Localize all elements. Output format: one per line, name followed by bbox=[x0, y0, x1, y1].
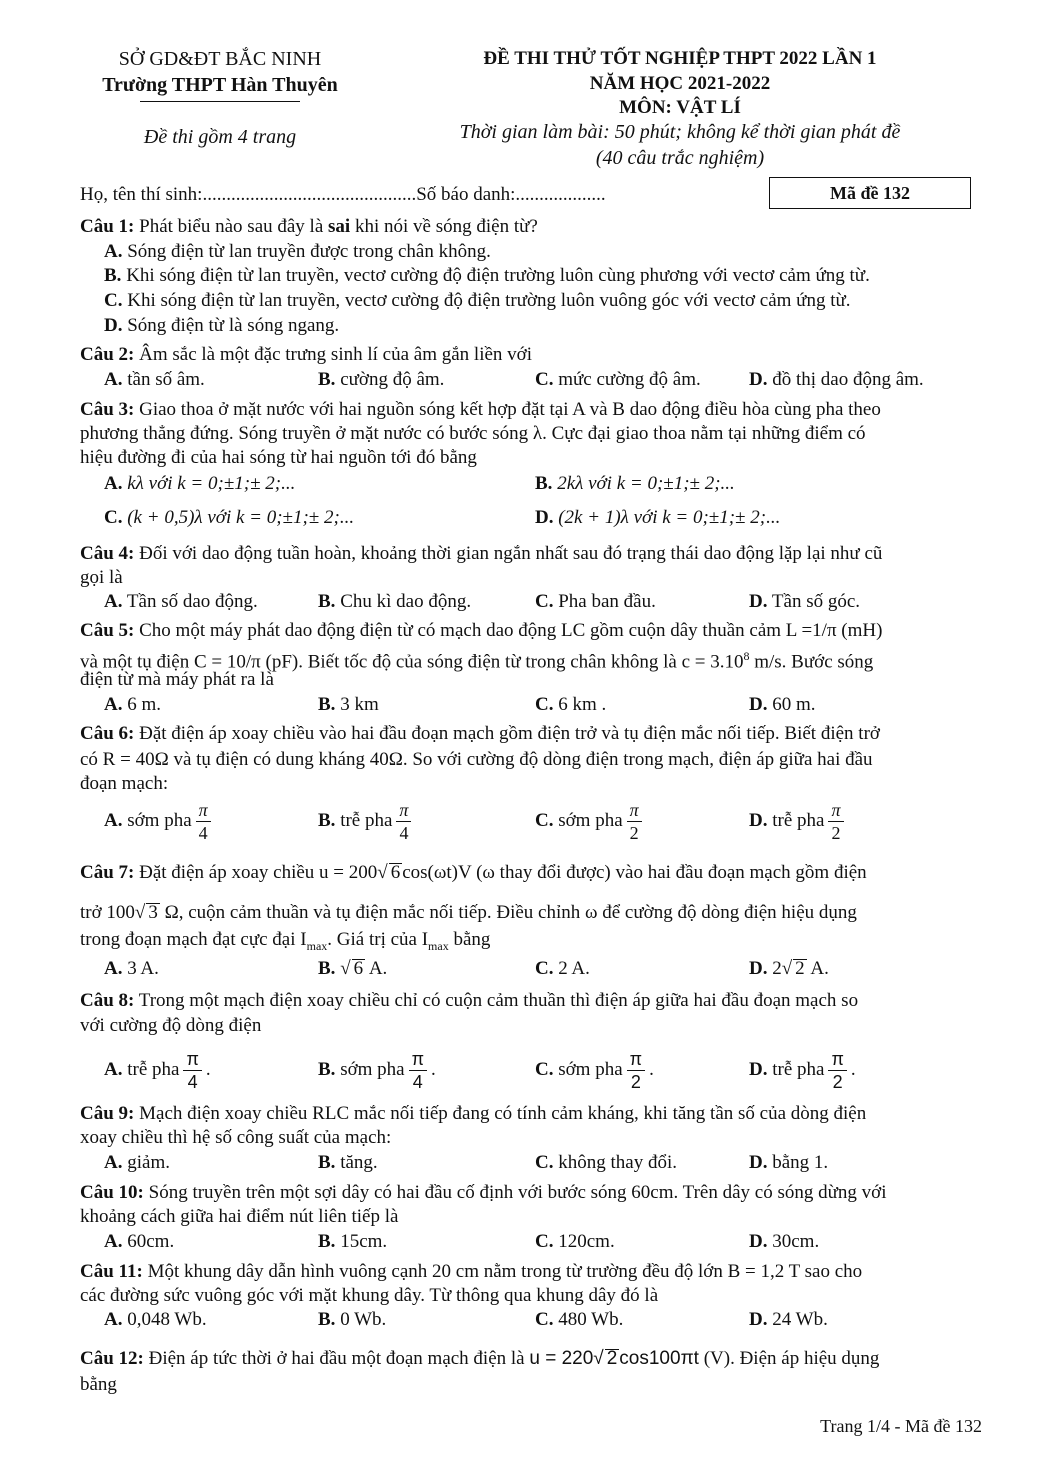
question-3-option-a[interactable]: A. kλ với k = 0;±1;± 2;... bbox=[104, 473, 296, 494]
question-11-stem-line-1: Câu 11: Một khung dây dẫn hình vuông cạnh 20 cm nằm trong từ trường đều độ lớn B = 1,2 T sao cho bbox=[80, 1261, 863, 1282]
question-3-stem-line-2: phương thẳng đứng. Sóng truyền ở mặt nước có bước sóng λ. Cực đại giao thoa nằm tại những điểm có bbox=[80, 423, 866, 444]
question-3-option-c[interactable]: C. (k + 0,5)λ với k = 0;±1;± 2;... bbox=[104, 507, 355, 528]
question-2-option-b[interactable]: B. cường độ âm. bbox=[318, 369, 445, 390]
time-note: Thời gian làm bài: 50 phút; không kể thời gian phát đề bbox=[459, 121, 901, 143]
question-8-option-a[interactable]: A. trễ pha $\frac{\pi}{4}$ . bbox=[104, 1049, 211, 1092]
page-footer: Trang 1/4 - Mã đề 132 bbox=[820, 1416, 982, 1436]
question-5-stem-line-2: và một tụ điện C = 10/π (pF). Biết tốc độ của sóng điện từ trong chân không là $c = 3.10^8$ m/s. Bước sóng bbox=[80, 649, 874, 673]
question-count: (40 câu trắc nghiệm) bbox=[595, 147, 765, 169]
sqrt-symbol: 3 bbox=[148, 902, 158, 923]
question-5-option-a[interactable]: A. 6 m. bbox=[104, 694, 162, 715]
question-6-stem-line-1: Câu 6: Đặt điện áp xoay chiều vào hai đầu đoạn mạch gồm điện trở và tụ điện mắc nối tiếp. Biết điện trở bbox=[80, 723, 880, 744]
question-1-stem: Câu 1: Phát biểu nào sau đây là sai khi nói về sóng điện từ? bbox=[80, 216, 538, 237]
question-4-option-b[interactable]: B. Chu kì dao động. bbox=[318, 591, 472, 612]
fraction: $\frac{\pi}{2}$ bbox=[627, 801, 642, 842]
question-10-stem-line-2: khoảng cách giữa hai điểm nút liên tiếp là bbox=[80, 1206, 399, 1227]
question-7-option-a[interactable]: A. 3 A. bbox=[104, 958, 159, 979]
question-3-stem-line-3: hiệu đường đi của hai sóng từ hai nguồn tới đó bằng bbox=[80, 447, 477, 468]
question-10-option-c[interactable]: C. 120cm. bbox=[535, 1231, 615, 1252]
question-11-option-b[interactable]: B. 0 Wb. bbox=[318, 1309, 387, 1330]
question-8-option-c[interactable]: C. sớm pha $\frac{\pi}{2}$ . bbox=[535, 1049, 654, 1092]
header-divider bbox=[140, 101, 300, 102]
question-2-option-d[interactable]: D. đồ thị dao động âm. bbox=[749, 369, 924, 390]
question-9-option-b[interactable]: B. tăng. bbox=[318, 1152, 378, 1173]
question-8-option-d[interactable]: D. trễ pha $\frac{\pi}{2}$ . bbox=[749, 1049, 856, 1092]
fraction: $\frac{\pi}{4}$ bbox=[196, 801, 211, 842]
question-1-option-a[interactable]: A. Sóng điện từ lan truyền được trong chân không. bbox=[104, 241, 491, 262]
question-7-stem-line-2: trở 100√ 3 Ω, cuộn cảm thuần và tụ điện mắc nối tiếp. Điều chỉnh ω để cường độ dòng điện hiệu dụng bbox=[80, 902, 857, 923]
question-6-option-a[interactable]: A. sớm pha $\frac{\pi}{4}$ bbox=[104, 801, 215, 842]
pages-note: Đề thi gồm 4 trang bbox=[143, 126, 297, 148]
question-12-stem-line-1: Câu 12: Điện áp tức thời ở hai đầu một đoạn mạch điện là u = 220√ 2 cos100πt (V). Điện áp hiệu dụng bbox=[80, 1348, 880, 1369]
question-1-option-d[interactable]: D. Sóng điện từ là sóng ngang. bbox=[104, 315, 340, 336]
question-9-stem-line-1: Câu 9: Mạch điện xoay chiều RLC mắc nối tiếp đang có tính cảm kháng, khi tăng tần số của dòng điện bbox=[80, 1103, 867, 1124]
question-5-stem-line-3: điện từ mà máy phát ra là bbox=[80, 669, 274, 690]
question-2-stem: Câu 2: Âm sắc là một đặc trưng sinh lí của âm gắn liền với bbox=[80, 344, 532, 365]
question-2-option-a[interactable]: A. tần số âm. bbox=[104, 369, 205, 390]
question-4-stem-line-1: Câu 4: Đối với dao động tuần hoàn, khoảng thời gian ngắn nhất sau đó trạng thái dao động lặp lại như cũ bbox=[80, 543, 883, 564]
question-7-option-b[interactable]: B. √ 6 A. bbox=[318, 958, 388, 979]
question-8-stem-line-1: Câu 8: Trong một mạch điện xoay chiều chỉ có cuộn cảm thuần thì điện áp giữa hai đầu đoạn mạch so bbox=[80, 990, 859, 1011]
question-9-option-d[interactable]: D. bằng 1. bbox=[749, 1152, 829, 1173]
question-5-option-c[interactable]: C. 6 km . bbox=[535, 694, 607, 715]
question-12-stem-line-2: bằng bbox=[80, 1374, 117, 1395]
question-11-option-d[interactable]: D. 24 Wb. bbox=[749, 1309, 828, 1330]
candidate-line: Họ, tên thí sinh:.............................................Số báo danh:................... bbox=[80, 184, 606, 205]
question-10-stem-line-1: Câu 10: Sóng truyền trên một sợi dây có hai đầu cố định với bước sóng 60cm. Trên dây có sóng dừng với bbox=[80, 1182, 887, 1203]
question-10-option-d[interactable]: D. 30cm. bbox=[749, 1231, 820, 1252]
question-10-option-a[interactable]: A. 60cm. bbox=[104, 1231, 175, 1252]
question-5-option-b[interactable]: B. 3 km bbox=[318, 694, 379, 715]
question-4-option-a[interactable]: A. Tần số dao động. bbox=[104, 591, 258, 612]
question-5-option-d[interactable]: D. 60 m. bbox=[749, 694, 816, 715]
question-7-option-c[interactable]: C. 2 A. bbox=[535, 958, 590, 979]
question-number: Câu 1: bbox=[80, 216, 135, 237]
sqrt-symbol: 6 bbox=[390, 862, 401, 883]
fraction: $\frac{\pi}{4}$ bbox=[396, 801, 411, 842]
question-4-option-c[interactable]: C. Pha ban đầu. bbox=[535, 591, 656, 612]
question-4-stem-line-2: gọi là bbox=[80, 567, 123, 588]
question-10-option-b[interactable]: B. 15cm. bbox=[318, 1231, 388, 1252]
question-6-stem-line-3: đoạn mạch: bbox=[80, 773, 169, 794]
question-7-option-d[interactable]: D. 2√ 2 A. bbox=[749, 958, 829, 979]
subject: MÔN: VẬT LÍ bbox=[619, 97, 741, 118]
question-2-option-c[interactable]: C. mức cường độ âm. bbox=[535, 369, 701, 390]
question-8-stem-line-2: với cường độ dòng điện bbox=[80, 1015, 262, 1036]
fraction: $\frac{\pi}{2}$ bbox=[828, 1050, 846, 1091]
voltage-formula: u = 220√ 2 cos100πt bbox=[529, 1348, 699, 1369]
fraction: $\frac{\pi}{2}$ bbox=[828, 801, 843, 842]
school-name: Trường THPT Hàn Thuyên bbox=[102, 74, 338, 96]
question-4-option-d[interactable]: D. Tần số góc. bbox=[749, 591, 861, 612]
question-7-stem-line-3: trong đoạn mạch đạt cực đại $I_{max}$. Giá trị của $I_{max}$ bằng bbox=[80, 929, 491, 953]
question-11-option-a[interactable]: A. 0,048 Wb. bbox=[104, 1309, 207, 1330]
question-6-stem-line-2: có R = 40Ω và tụ điện có dung kháng 40Ω. So với cường độ dòng điện trong mạch, điện áp giữa hai đầu bbox=[80, 749, 873, 770]
school-year: NĂM HỌC 2021-2022 bbox=[589, 73, 771, 94]
question-8-option-b[interactable]: B. sớm pha $\frac{\pi}{4}$ . bbox=[318, 1049, 436, 1092]
question-6-option-b[interactable]: B. trễ pha $\frac{\pi}{4}$ bbox=[318, 801, 415, 842]
question-6-option-c[interactable]: C. sớm pha $\frac{\pi}{2}$ bbox=[535, 801, 646, 842]
question-9-option-c[interactable]: C. không thay đổi. bbox=[535, 1152, 677, 1173]
question-11-stem-line-2: các đường sức vuông góc với mặt khung dây. Từ thông qua khung dây đó là bbox=[80, 1285, 659, 1306]
question-5-stem-line-1: Câu 5: Cho một máy phát dao động điện từ có mạch dao động LC gồm cuộn dây thuần cảm L =1/π (mH) bbox=[80, 620, 883, 641]
fraction: $\frac{\pi}{2}$ bbox=[627, 1050, 645, 1091]
question-1-option-b[interactable]: B. Khi sóng điện từ lan truyền, vectơ cường độ điện trường luôn cùng phương với vectơ cảm ứng từ. bbox=[104, 265, 870, 286]
question-3-option-d[interactable]: D. (2k + 1)λ với k = 0;±1;± 2;... bbox=[535, 507, 781, 528]
department-name: SỞ GD&ĐT BẮC NINH bbox=[118, 48, 322, 70]
question-3-option-b[interactable]: B. 2kλ với k = 0;±1;± 2;... bbox=[535, 473, 735, 494]
question-9-option-a[interactable]: A. giảm. bbox=[104, 1152, 170, 1173]
fraction: $\frac{\pi}{4}$ bbox=[183, 1050, 201, 1091]
fraction: $\frac{\pi}{4}$ bbox=[409, 1050, 427, 1091]
question-1-option-c[interactable]: C. Khi sóng điện từ lan truyền, vectơ cường độ điện trường luôn vuông góc với vectơ cảm ứng từ. bbox=[104, 290, 851, 311]
question-3-stem-line-1: Câu 3: Giao thoa ở mặt nước với hai nguồn sóng kết hợp đặt tại A và B dao động điều hòa cùng pha theo bbox=[80, 399, 881, 420]
exam-title: ĐỀ THI THỬ TỐT NGHIỆP THPT 2022 LẦN 1 bbox=[483, 48, 877, 69]
question-6-option-d[interactable]: D. trễ pha $\frac{\pi}{2}$ bbox=[749, 801, 848, 842]
question-11-option-c[interactable]: C. 480 Wb. bbox=[535, 1309, 624, 1330]
question-7-stem-line-1: Câu 7: Đặt điện áp xoay chiều u = 200√ 6 cos(ωt)V (ω thay đổi được) vào hai đầu đoạn mạch gồm điện bbox=[80, 862, 867, 883]
question-9-stem-line-2: xoay chiều thì hệ số công suất của mạch: bbox=[80, 1127, 392, 1148]
exam-code-box: Mã đề 132 bbox=[769, 177, 971, 209]
